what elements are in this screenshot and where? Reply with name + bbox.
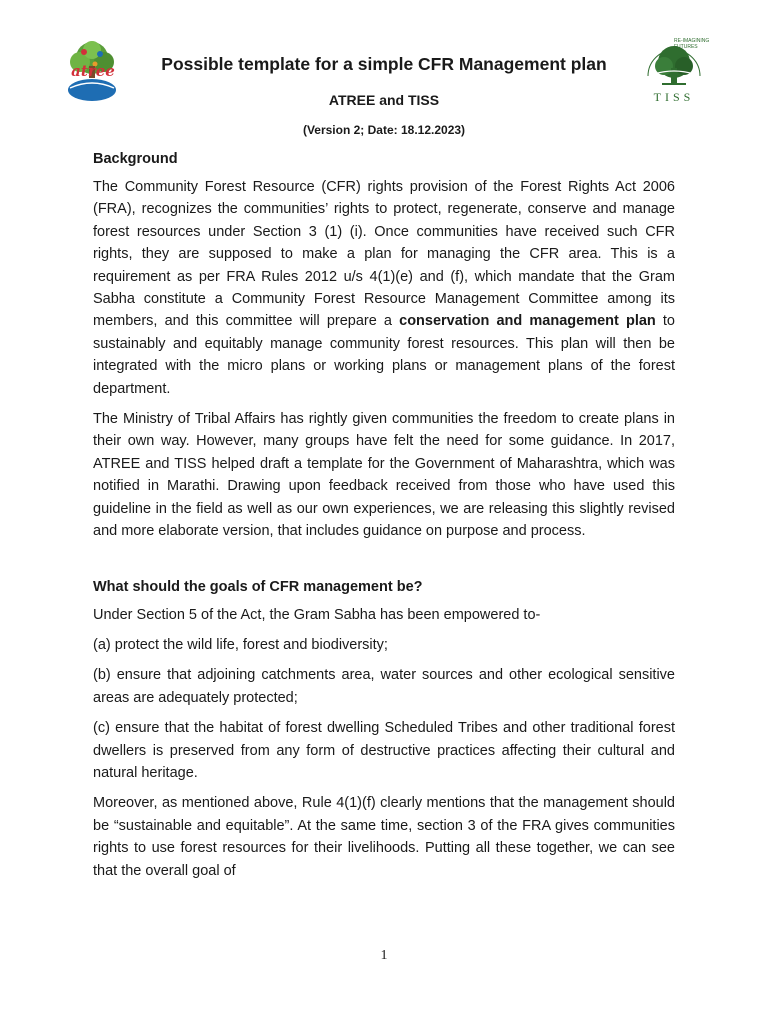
atree-logo	[60, 40, 124, 102]
document-body	[93, 148, 675, 882]
section-heading-goals: What should the goals of CFR management be?	[93, 578, 423, 595]
document-version: (Version 2; Date: 18.12.2023)	[302, 123, 466, 137]
section-heading-background: Background	[93, 151, 178, 167]
document-title: Possible template for a simple CFR Management plan	[161, 54, 607, 74]
bold-phrase: conservation and management plan	[399, 313, 656, 330]
list-item-b: (b) ensure that adjoining catchments area, water sources and other ecological sensitive areas are adequately protected;	[93, 667, 675, 706]
paragraph-goals-intro: Under Section 5 of the Act, the Gram Sabha has been empowered to-	[93, 606, 541, 623]
tiss-tagline: RE-IMAGINING FUTURES	[674, 38, 710, 50]
atree-logo-text: atree	[71, 62, 115, 80]
paragraph-text: The Community Forest Resource (CFR) rights provision of the Forest Rights Act 2006 (FRA), recognizes the communities’ rights to protect, regenerate, conserve and manage forest resources under Section 3 (1) (i). Once communities have received such CFR rights, they are supposed to make a plan for managing the CFR area. This is a requirement as per FRA Rules 2012 u/s 4(1)(e) and (f), which mandate that the Gram Sabha constitute a Community Forest Resource Management Committee among its members, and this committee will prepare a	[93, 179, 675, 330]
paragraph-text: to sustainably and equitably manage community forest resources. This plan will then be integrated with the micro plans or working plans or management plans of the forest department.	[93, 313, 675, 397]
paragraph-background-2: The Ministry of Tribal Affairs has rightly given communities the freedom to create plans in their own way. However, many groups have felt the need for some guidance. In 2017, ATREE and TISS helped draft a template for the Government of Maharashtra, which was notified in Marathi. Drawing upon feedback received from those who have used this guideline in the field as well as our own experiences, we are releasing this slightly revised and more elaborate version, that includes guidance on purpose and process.	[93, 411, 675, 540]
list-item-a: (a) protect the wild life, forest and biodiversity;	[93, 636, 388, 653]
tiss-logo-text: TISS	[653, 90, 695, 104]
tiss-logo	[634, 38, 714, 106]
paragraph-background-1	[93, 176, 675, 400]
page-number: 1	[380, 948, 388, 963]
paragraph-goals-moreover: Moreover, as mentioned above, Rule 4(1)(f) clearly mentions that the management should be “sustainable and equitable”. At the same time, section 3 of the FRA gives communities rights to use forest resources for their livelihoods. Putting all these together, we can see that the overall goal of	[93, 795, 675, 879]
document-subtitle: ATREE and TISS	[328, 92, 440, 108]
list-item-c: (c) ensure that the habitat of forest dwelling Scheduled Tribes and other traditional forest dwellers is preserved from any form of destructive practices affecting their cultural and natural heritage.	[93, 720, 675, 781]
